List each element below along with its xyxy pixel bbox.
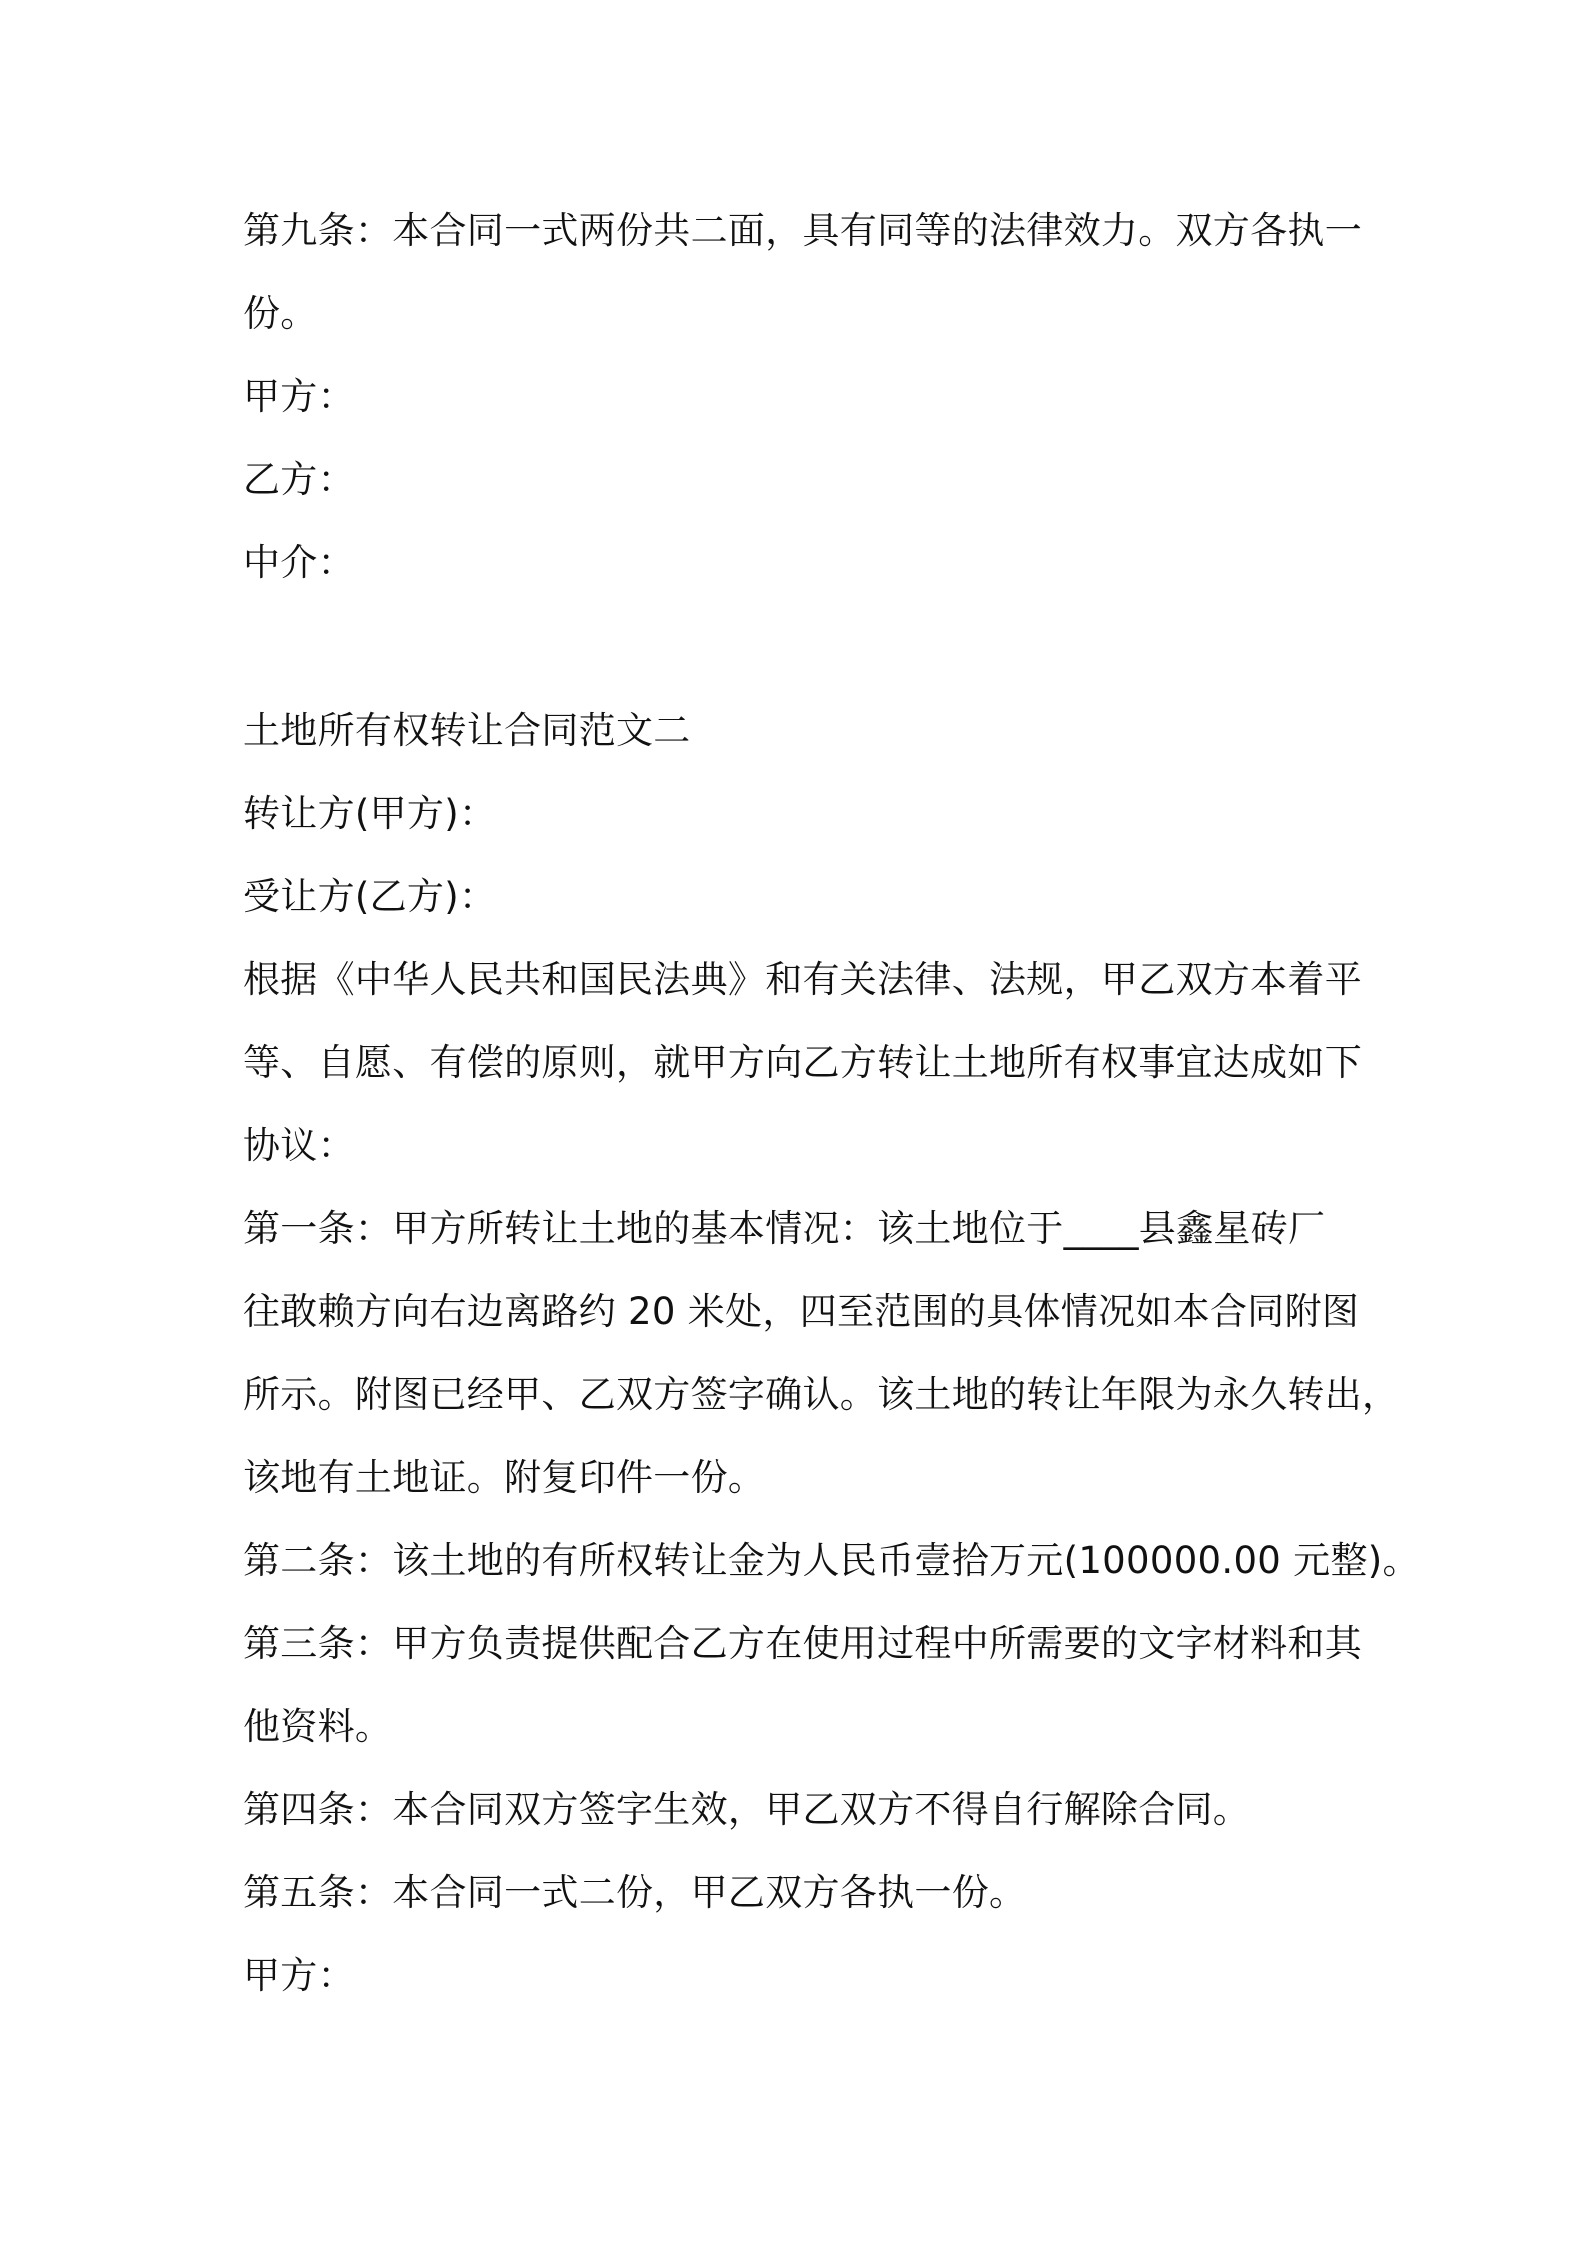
party-a-label: 甲方： xyxy=(243,375,355,418)
agent-label: 中介： xyxy=(243,541,355,584)
preamble-line-3: 协议： xyxy=(243,1124,355,1167)
party-b-label: 乙方： xyxy=(243,458,355,501)
contract-one-ending xyxy=(243,189,1363,604)
article-3-line-1: 第三条：甲方负责提供配合乙方在使用过程中所需要的文字材料和其 xyxy=(243,1622,1362,1665)
article-5: 第五条：本合同一式二份，甲乙双方各执一份。 xyxy=(243,1871,1027,1914)
transferee-label: 受让方(乙方)： xyxy=(243,875,497,918)
article-1-line-3: 所示。附图已经甲、乙双方签字确认。该土地的转让年限为永久转出， xyxy=(243,1373,1400,1416)
article-1-line-1: 第一条：甲方所转让土地的基本情况：该土地位于____县鑫星砖厂 xyxy=(243,1207,1326,1250)
article-2: 第二条：该土地的有所权转让金为人民币壹拾万元(100000.00 元整)。 xyxy=(243,1539,1420,1582)
preamble-line-1: 根据《中华人民共和国民法典》和有关法律、法规，甲乙双方本着平 xyxy=(243,958,1362,1001)
contract-title: 土地所有权转让合同范文二 xyxy=(243,709,691,752)
party-a-sign-label: 甲方： xyxy=(243,1954,355,1997)
article-9-line-2: 份。 xyxy=(243,292,318,335)
transferor-label: 转让方(甲方)： xyxy=(243,792,497,835)
preamble-line-2: 等、自愿、有偿的原则，就甲方向乙方转让土地所有权事宜达成如下 xyxy=(243,1041,1362,1084)
article-4: 第四条：本合同双方签字生效，甲乙双方不得自行解除合同。 xyxy=(243,1788,1251,1831)
article-3-line-2: 他资料。 xyxy=(243,1705,393,1748)
contract-two xyxy=(243,689,1420,2017)
article-1-line-4: 该地有土地证。附复印件一份。 xyxy=(243,1456,766,1499)
article-9-line-1: 第九条：本合同一式两份共二面，具有同等的法律效力。双方各执一 xyxy=(243,209,1362,252)
article-1-line-2: 往敢赖方向右边离路约 20 米处，四至范围的具体情况如本合同附图 xyxy=(243,1290,1360,1333)
